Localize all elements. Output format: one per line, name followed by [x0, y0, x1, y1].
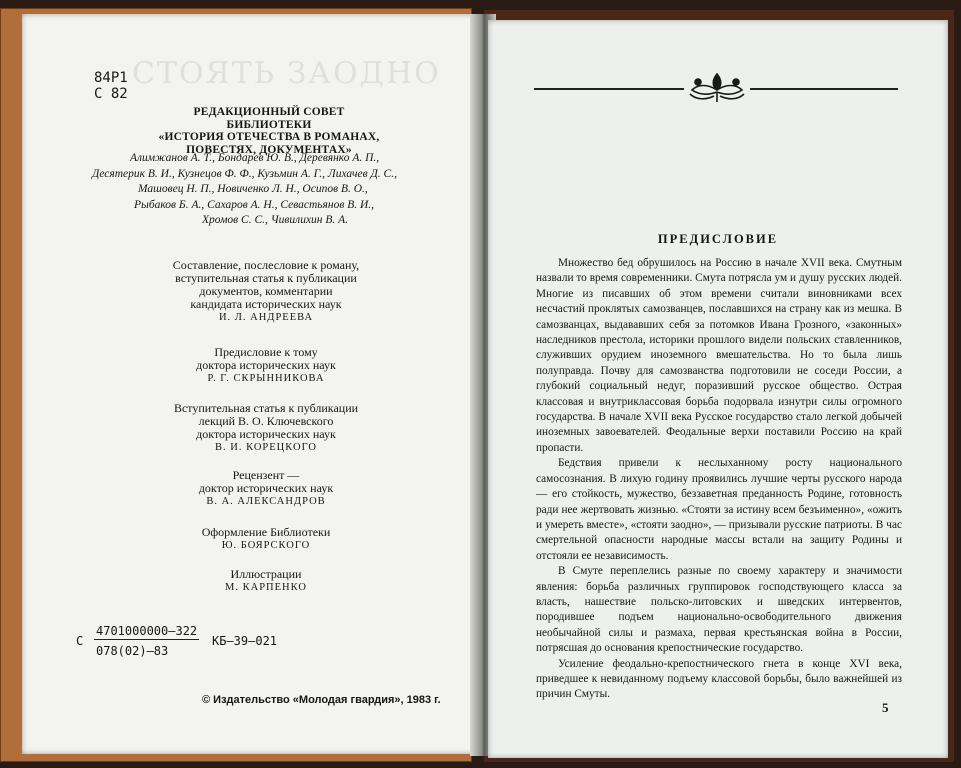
designer-name: Ю. БОЯРСКОГО	[221, 540, 311, 551]
editorial-council-heading	[154, 106, 384, 156]
compiled-line: документов, комментарии	[199, 284, 333, 298]
ghost-title-showthrough: СТОЯТЬ ЗАОДНО	[132, 56, 441, 91]
catalog-suffix: КБ—39—021	[212, 634, 278, 648]
reviewer-block	[146, 469, 386, 508]
intro-line: Вступительная статья к публикации	[173, 401, 359, 415]
compiled-by-block	[146, 259, 386, 324]
compiled-line: Составление, послесловие к роману,	[172, 258, 360, 272]
catalog-numerator: 4701000000—322	[96, 624, 198, 638]
preface-author-name: Р. Г. СКРЫННИКОВА	[207, 373, 325, 384]
council-members	[92, 151, 472, 229]
preface-body	[536, 256, 902, 703]
compiler-name: И. Л. АНДРЕЕВА	[218, 312, 314, 323]
design-line: Оформление Библиотеки	[201, 525, 331, 539]
compiled-line: кандидата исторических наук	[190, 297, 342, 311]
illustrations-block	[146, 568, 386, 594]
council-heading-line: РЕДАКЦИОННЫЙ СОВЕТ БИБЛИОТЕКИ	[193, 106, 345, 131]
intro-article-block	[146, 402, 386, 454]
council-members-line: Машовец Н. П., Новиченко Л. Н., Осипов В. О.,	[138, 183, 368, 195]
illustrations-line: Иллюстрации	[230, 567, 302, 581]
left-page	[22, 14, 480, 754]
preface-paragraph: Множество бед обрушилось на Россию в начале XVII века. Смутным назвали то время современники. Смута потрясла ум и душу русских людей. Многие из писавших об этом времени считали виновниками всех несчастий проклятых самозванцев, пославшихся на страну как из мешка. В самозванцах, выдававших себя за потомков Ивана Грозного, «законных» наследников престола, историки прошлого видели польских ставленников, служивших орудием иноземного вмешательства. Но то была лишь полуправда. Почву для самозванства подготовили не соседи России, а глубокий социальный недуг, поразивший русское общество. Острая классовая и внутриклассовая борьба подорвала изнутри силы огромного государства. В начале XVII века Русское государство стало легкой добычей иноземных завоевателей. Феодальные верхи поставили Россию на край пропасти.	[536, 257, 902, 454]
page-number: 5	[882, 700, 889, 715]
compiled-line: вступительная статья к публикации	[175, 271, 357, 285]
council-members-line: Рыбаков Б. А., Сахаров А. Н., Севастьянов В. И.,	[134, 198, 375, 211]
design-block	[146, 526, 386, 552]
reviewer-name: В. А. АЛЕКСАНДРОВ	[206, 496, 326, 507]
reviewer-line: Рецензент —	[232, 468, 300, 482]
preface-line: Предисловие к тому	[214, 345, 318, 359]
catalog-denominator: 078(02)—83	[96, 644, 169, 658]
catalog-code-line: С 82	[94, 86, 128, 102]
intro-line: доктора исторических наук	[196, 427, 336, 441]
catalog-code-line: 84Р1	[94, 70, 128, 86]
reviewer-line: доктор исторических наук	[198, 481, 334, 495]
preface-by-block	[146, 346, 386, 385]
catalog-formula	[76, 622, 316, 662]
preface-paragraph: В Смуте переплелись разные по своему характеру и значимости явления: борьба различных группировок господствующего класса за власть, нашествие польско-литовских и шведских интервентов, породившее подъем национально-освободительного движения необычайной силы и размаха, первая крестьянская война в России, потрясшая до основания крепостнические государство.	[536, 565, 902, 655]
preface-paragraph: Бедствия привели к неслыханному росту национального самосознания. В лихую годину проявились лучшие черты русского народа — его стойкость, мужество, беззаветная преданность Родине, готовность ради нее жертвовать жизнью. «Стояти за истину всем безъименно», «ожить и умереть вместе», «стояти заодно», — призывали русские патриоты. В час смертельной опасности народные массы встали на защиту Родины и отстояли ее независимость.	[536, 457, 902, 562]
catalog-letter: С	[76, 634, 84, 648]
catalog-code	[94, 70, 128, 102]
right-page	[488, 20, 948, 758]
intro-line: лекций В. О. Ключевского	[198, 414, 334, 428]
council-heading-line: «ИСТОРИЯ ОТЕЧЕСТВА В РОМАНАХ,	[158, 131, 380, 143]
floral-ornament-icon	[684, 70, 750, 106]
copyright-line: © Издательство «Молодая гвардия», 1983 г.	[202, 694, 441, 706]
preface-heading: ПРЕДИСЛОВИЕ	[657, 232, 779, 246]
council-members-line: Алимжанов А. Т., Бондарев Ю. В., Деревянко А. П.,	[130, 152, 380, 164]
ornament-rule-right	[750, 88, 898, 90]
council-members-line: Десятерик В. И., Кузнецов Ф. Ф., Кузьмин А. Г., Лихачев Д. С.,	[92, 167, 397, 180]
preface-paragraph: Усиление феодально-крепостнического гнета в конце XVI века, приведшее к невиданному подъему классовой борьбы, было важнейшей из причин Смуты.	[536, 657, 902, 701]
council-heading-line: ПОВЕСТЯХ, ДОКУМЕНТАХ»	[186, 143, 352, 156]
intro-author-name: В. И. КОРЕЦКОГО	[215, 442, 317, 453]
illustrator-name: М. КАРПЕНКО	[225, 582, 307, 593]
preface-line: доктора исторических наук	[196, 358, 336, 372]
council-members-line: Хромов С. С., Чивилихин В. А.	[202, 214, 349, 226]
ornament-rule-left	[534, 88, 684, 90]
